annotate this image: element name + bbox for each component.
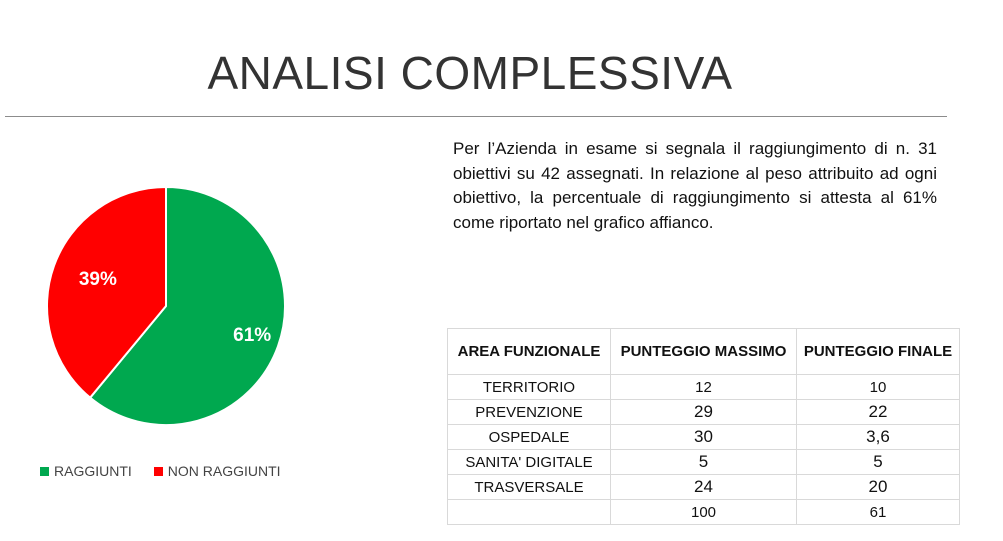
cell-max: 29 [611, 400, 797, 425]
cell-max: 12 [611, 375, 797, 400]
cell-area [448, 500, 611, 525]
cell-final: 5 [797, 450, 960, 475]
pie-chart [30, 176, 302, 432]
table-row-total [448, 500, 960, 525]
cell-max: 5 [611, 450, 797, 475]
legend-swatch-non-raggiunti [154, 467, 163, 476]
cell-final: 20 [797, 475, 960, 500]
legend-swatch-raggiunti [40, 467, 49, 476]
legend-item-raggiunti [40, 463, 132, 479]
pie-label-non-raggiunti: 39% [78, 269, 117, 291]
pie-label-raggiunti: 61% [233, 324, 272, 346]
legend-label-raggiunti: RAGGIUNTI [54, 463, 132, 479]
header-punteggio-massimo: PUNTEGGIO MASSIMO [611, 329, 797, 375]
table-row [448, 450, 960, 475]
table-header-row [448, 329, 960, 375]
legend-item-non-raggiunti [154, 463, 281, 479]
chart-legend [40, 463, 303, 479]
cell-area: TERRITORIO [448, 375, 611, 400]
cell-final-total: 61 [797, 500, 960, 525]
score-table [447, 328, 960, 525]
cell-area: SANITA' DIGITALE [448, 450, 611, 475]
table-row [448, 425, 960, 450]
page-title: ANALISI COMPLESSIVA [207, 47, 733, 99]
title-divider [5, 116, 947, 117]
cell-area: OSPEDALE [448, 425, 611, 450]
header-area-funzionale: AREA FUNZIONALE [448, 329, 611, 375]
table-row [448, 375, 960, 400]
cell-final: 22 [797, 400, 960, 425]
table-row [448, 475, 960, 500]
cell-final: 3,6 [797, 425, 960, 450]
cell-final: 10 [797, 375, 960, 400]
cell-max: 30 [611, 425, 797, 450]
cell-area: TRASVERSALE [448, 475, 611, 500]
header-punteggio-finale: PUNTEGGIO FINALE [797, 329, 960, 375]
cell-area: PREVENZIONE [448, 400, 611, 425]
cell-max: 24 [611, 475, 797, 500]
legend-label-non-raggiunti: NON RAGGIUNTI [167, 463, 281, 479]
table-row [448, 400, 960, 425]
cell-max-total: 100 [611, 500, 797, 525]
summary-paragraph: Per l’Azienda in esame si segnala il raggiungimento di n. 31 obiettivi su 42 assegnati. In relazione al peso attribuito ad ogni obiettivo, la percentuale di raggiungimento si attesta al 61% come riportato nel grafico affianco. [453, 139, 937, 232]
